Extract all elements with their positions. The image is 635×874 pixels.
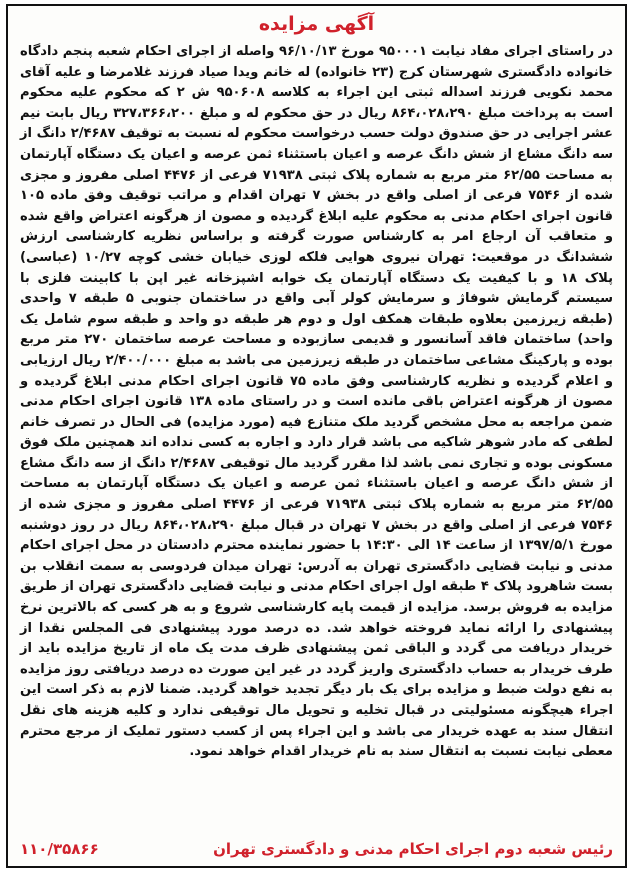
notice-footer [20,840,613,858]
auction-notice [6,4,627,868]
notice-title: آگهی مزایده [258,13,375,35]
signature-line: رئیس شعبه دوم اجرای احکام مدنی و دادگستری تهران [213,840,613,858]
notice-body: در راستای اجرای مفاد نیابت ۹۵۰۰۰۱ مورخ ۹۶/۱۰/۱۳ واصله از اجرای احکام شعبه پنجم دادگاه خانواده دادگستری شهرستان کرج (۲۳ خانواده) له خانم ویدا صیاد فرزند غلامرضا و علیه آقای محمد نکویی فرزند اسداله ثبتی این اجراء به کلاسه ۹۵۰۶۰۸ ش ۲ که محکوم علیه محکوم است به پرداخت مبلغ ۸۶۴،۰۲۸،۲۹۰ ریال در حق محکوم له و مبلغ ۳۲۷،۳۶۶،۲۰۰ ریال بابت نیم عشر اجرایی در حق صندوق دولت حسب درخواست محکوم له نسبت به توقیف ۲/۴۶۸۷ دانگ از سه دانگ مشاع از شش دانگ عرصه و اعیان باستثناء ثمن عرصه و اعیان یک دستگاه آپارتمان به مساحت ۶۲/۵۵ متر مربع به شماره پلاک ثبتی ۷۱۹۳۸ فرعی از ۴۴۷۶ اصلی مفروز و مجزی شده از ۷۵۴۶ فرعی از اصلی واقع در بخش ۷ تهران اقدام و مراتب توقیف وفق ماده ۱۰۵ قانون اجرای احکام مدنی به محکوم علیه ابلاغ گردیده و مصون از هرگونه اعتراض واقع شده و متعاقب آن ارجاع امر به کارشناس صورت گرفته و براساس نظریه کارشناسی ارزش ششدانگ در موقعیت: تهران نیروی هوایی فلکه لوزی خیابان خشی کوچه ۱۰/۲۷ (عباسی) پلاک ۱۸ و با کیفیت یک دستگاه آپارتمان یک خوابه اشپزخانه غیر اپن با کابینت فلزی با سیستم گرمایش شوفاژ و سرمایش کولر آبی واقع در ساختمان جنوبی ۵ طبقه ۷ واحدی (طبقه زیرزمین بعلاوه طبقات همکف اول و دوم هر طبقه دو واحد و طبقه سوم شامل یک واحد) ساختمان فاقد آسانسور و قدیمی سازبوده و مساحت عرصه ساختمان ۲۷۰ متر مربع بوده و پارکینگ مشاعی ساختمان در طبقه زیرزمین می باشد به مبلغ ۲/۴۰۰/۰۰۰ ریال ارزیابی و اعلام گردیده و نظریه کارشناسی وفق ماده ۷۵ قانون اجرای احکام مدنی ابلاغ گردیده و مصون از هرگونه اعتراض باقی مانده است و در راستای ماده ۱۳۸ قانون اجرای احکام مدنی ضمن مراجعه به محل مشخص گردید ملک متنازع فیه (مورد مزایده) فی الحال در تصرف خانم لطفی که مادر شوهر شاکیه می باشد قرار دارد و اجاره به کسی نداده اند همچنین ملک فوق مسکونی بوده و تجاری نمی باشد لذا مقرر گردید مال توقیفی ۲/۴۶۸۷ دانگ از سه دانگ مشاع از شش دانگ عرصه و اعیان باستثناء ثمن عرصه و اعیان یک دستگاه آپارتمان به مساحت ۶۲/۵۵ متر مربع به شماره پلاک ثبتی ۷۱۹۳۸ فرعی از ۴۴۷۶ اصلی مفروز و مجزی شده از ۷۵۴۶ فرعی از اصلی واقع در بخش ۷ تهران در قبال مبلغ ۸۶۴،۰۲۸،۲۹۰ ریال در روز دوشنبه مورخ ۱۳۹۷/۵/۱ از ساعت ۱۴ الی ۱۴:۳۰ با حضور نماینده محترم دادستان در محل اجرای احکام مدنی و نیابت قضایی دادگستری تهران به آدرس: تهران میدان فردوسی به سمت انقلاب بن بست شاهرود پلاک ۴ طبقه اول اجرای احکام مدنی و نیابت قضایی دادگستری تهران از طریق مزایده به فروش برسد. مزایده از قیمت پایه کارشناسی شروع و به هر کسی که بالاترین نرخ پیشنهادی را ارائه نماید فروخته خواهد شد. ده درصد مورد پیشنهادی فی المجلس نقدا از خریدار دریافت می گردد و الباقی ثمن پیشنهادی ظرف مدت یک ماه از تاریخ مزایده باید از طرف خریدار به حساب دادگستری واریز گردد در غیر این صورت ده درصد دریافتی روز مزایده به نفع دولت ضبط و مزایده برای یک بار دیگر تجدید خواهد گردید. ضمنا لازم به ذکر است این اجراء هیچگونه مسئولیتی در قبال تخلیه و تحویل مال توقیفی ندارد و کلیه هزینه های نقل انتقال سند به عهده خریدار می باشد و این اجراء پس از کسب دستور تملیک از مرجع محترم معطی نیابت نسبت به انتقال سند به نام خریدار اقدام خواهد نمود. [20,44,614,760]
reference-number: ۱۱۰/۳۵۸۶۶ [20,840,99,858]
